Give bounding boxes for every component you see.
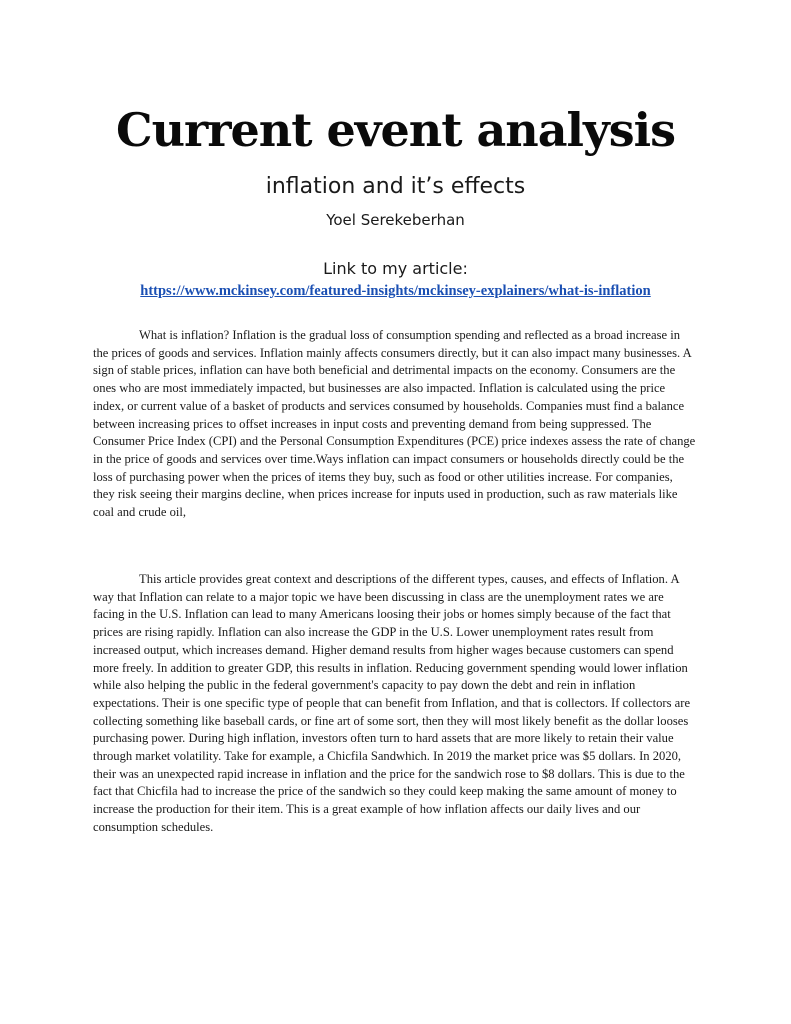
document-subtitle: inflation and it’s effects <box>265 174 526 199</box>
paragraph-2: This article provides great context and descriptions of the different types, causes, and effects of Inflation. A way that Inflation can relate to a major topic we have been discussing in class are the unemployment rates we are facing in the U.S. Inflation can lead to many Americans loosing their jobs or homes simply because of the fact that prices are rising rapidly. Inflation can also increase the GDP in the U.S. Lower unemployment rates result from increased output, which increases demand. Higher demand results from higher wages because customers can spend more freely. In addition to greater GDP, this results in inflation. Reducing government spending would lower inflation while also helping the public in the federal government's capacity to pay down the debt and rein in inflation expectations. Their is one specific type of people that can benefit from Inflation, and that is collectors. If collectors are collecting something like baseball cards, or fine art of some sort, then they will most likely benefit as the dollar looses purchasing power. During high inflation, investors often turn to hard assets that are more likely to retain their value through market volatility. Take for example, a Chicfila Sandwhich. In 2019 the market price was $5 dollars. In 2020, their was an unexpected rapid increase in inflation and the price for the sandwich rose to $8 dollars. This is due to the fact that Chicfila had to increase the price of the sandwich so they could keep making the same amount of money to increase the production for their item. This is a great example of how inflation affects our daily lives and our consumption schedules. <box>93 572 691 834</box>
article-link[interactable]: https://www.mckinsey.com/featured-insights/mckinsey-explainers/what-is-inflation <box>140 283 651 299</box>
article-link-container <box>0 281 791 301</box>
document-title: Current event analysis <box>116 103 675 157</box>
paragraph-1: What is inflation? Inflation is the gradual loss of consumption spending and reflected as a broad increase in the prices of goods and services. Inflation mainly affects consumers directly, but it can also impact many businesses. A sign of stable prices, inflation can have both beneficial and detrimental impacts on the economy. Consumers are the ones who are most immediately impacted, but businesses are also impacted. Inflation is calculated using the price index, or current value of a basket of products and services consumed by households. Companies must find a balance between increasing prices to offset increases in input costs and preventing demand from being suppressed. The Consumer Price Index (CPI) and the Personal Consumption Expenditures (PCE) price indexes assess the rate of change in the price of goods and services over time.Ways inflation can impact consumers or households directly could be the loss of purchasing power when the prices of items they buy, such as food or other utilities increase. For companies, they risk seeing their margins decline, when prices increase for inputs used in production, such as raw materials like coal and crude oil, <box>93 328 696 520</box>
author-name: Yoel Serekeberhan <box>326 211 465 229</box>
link-label: Link to my article: <box>323 259 468 278</box>
